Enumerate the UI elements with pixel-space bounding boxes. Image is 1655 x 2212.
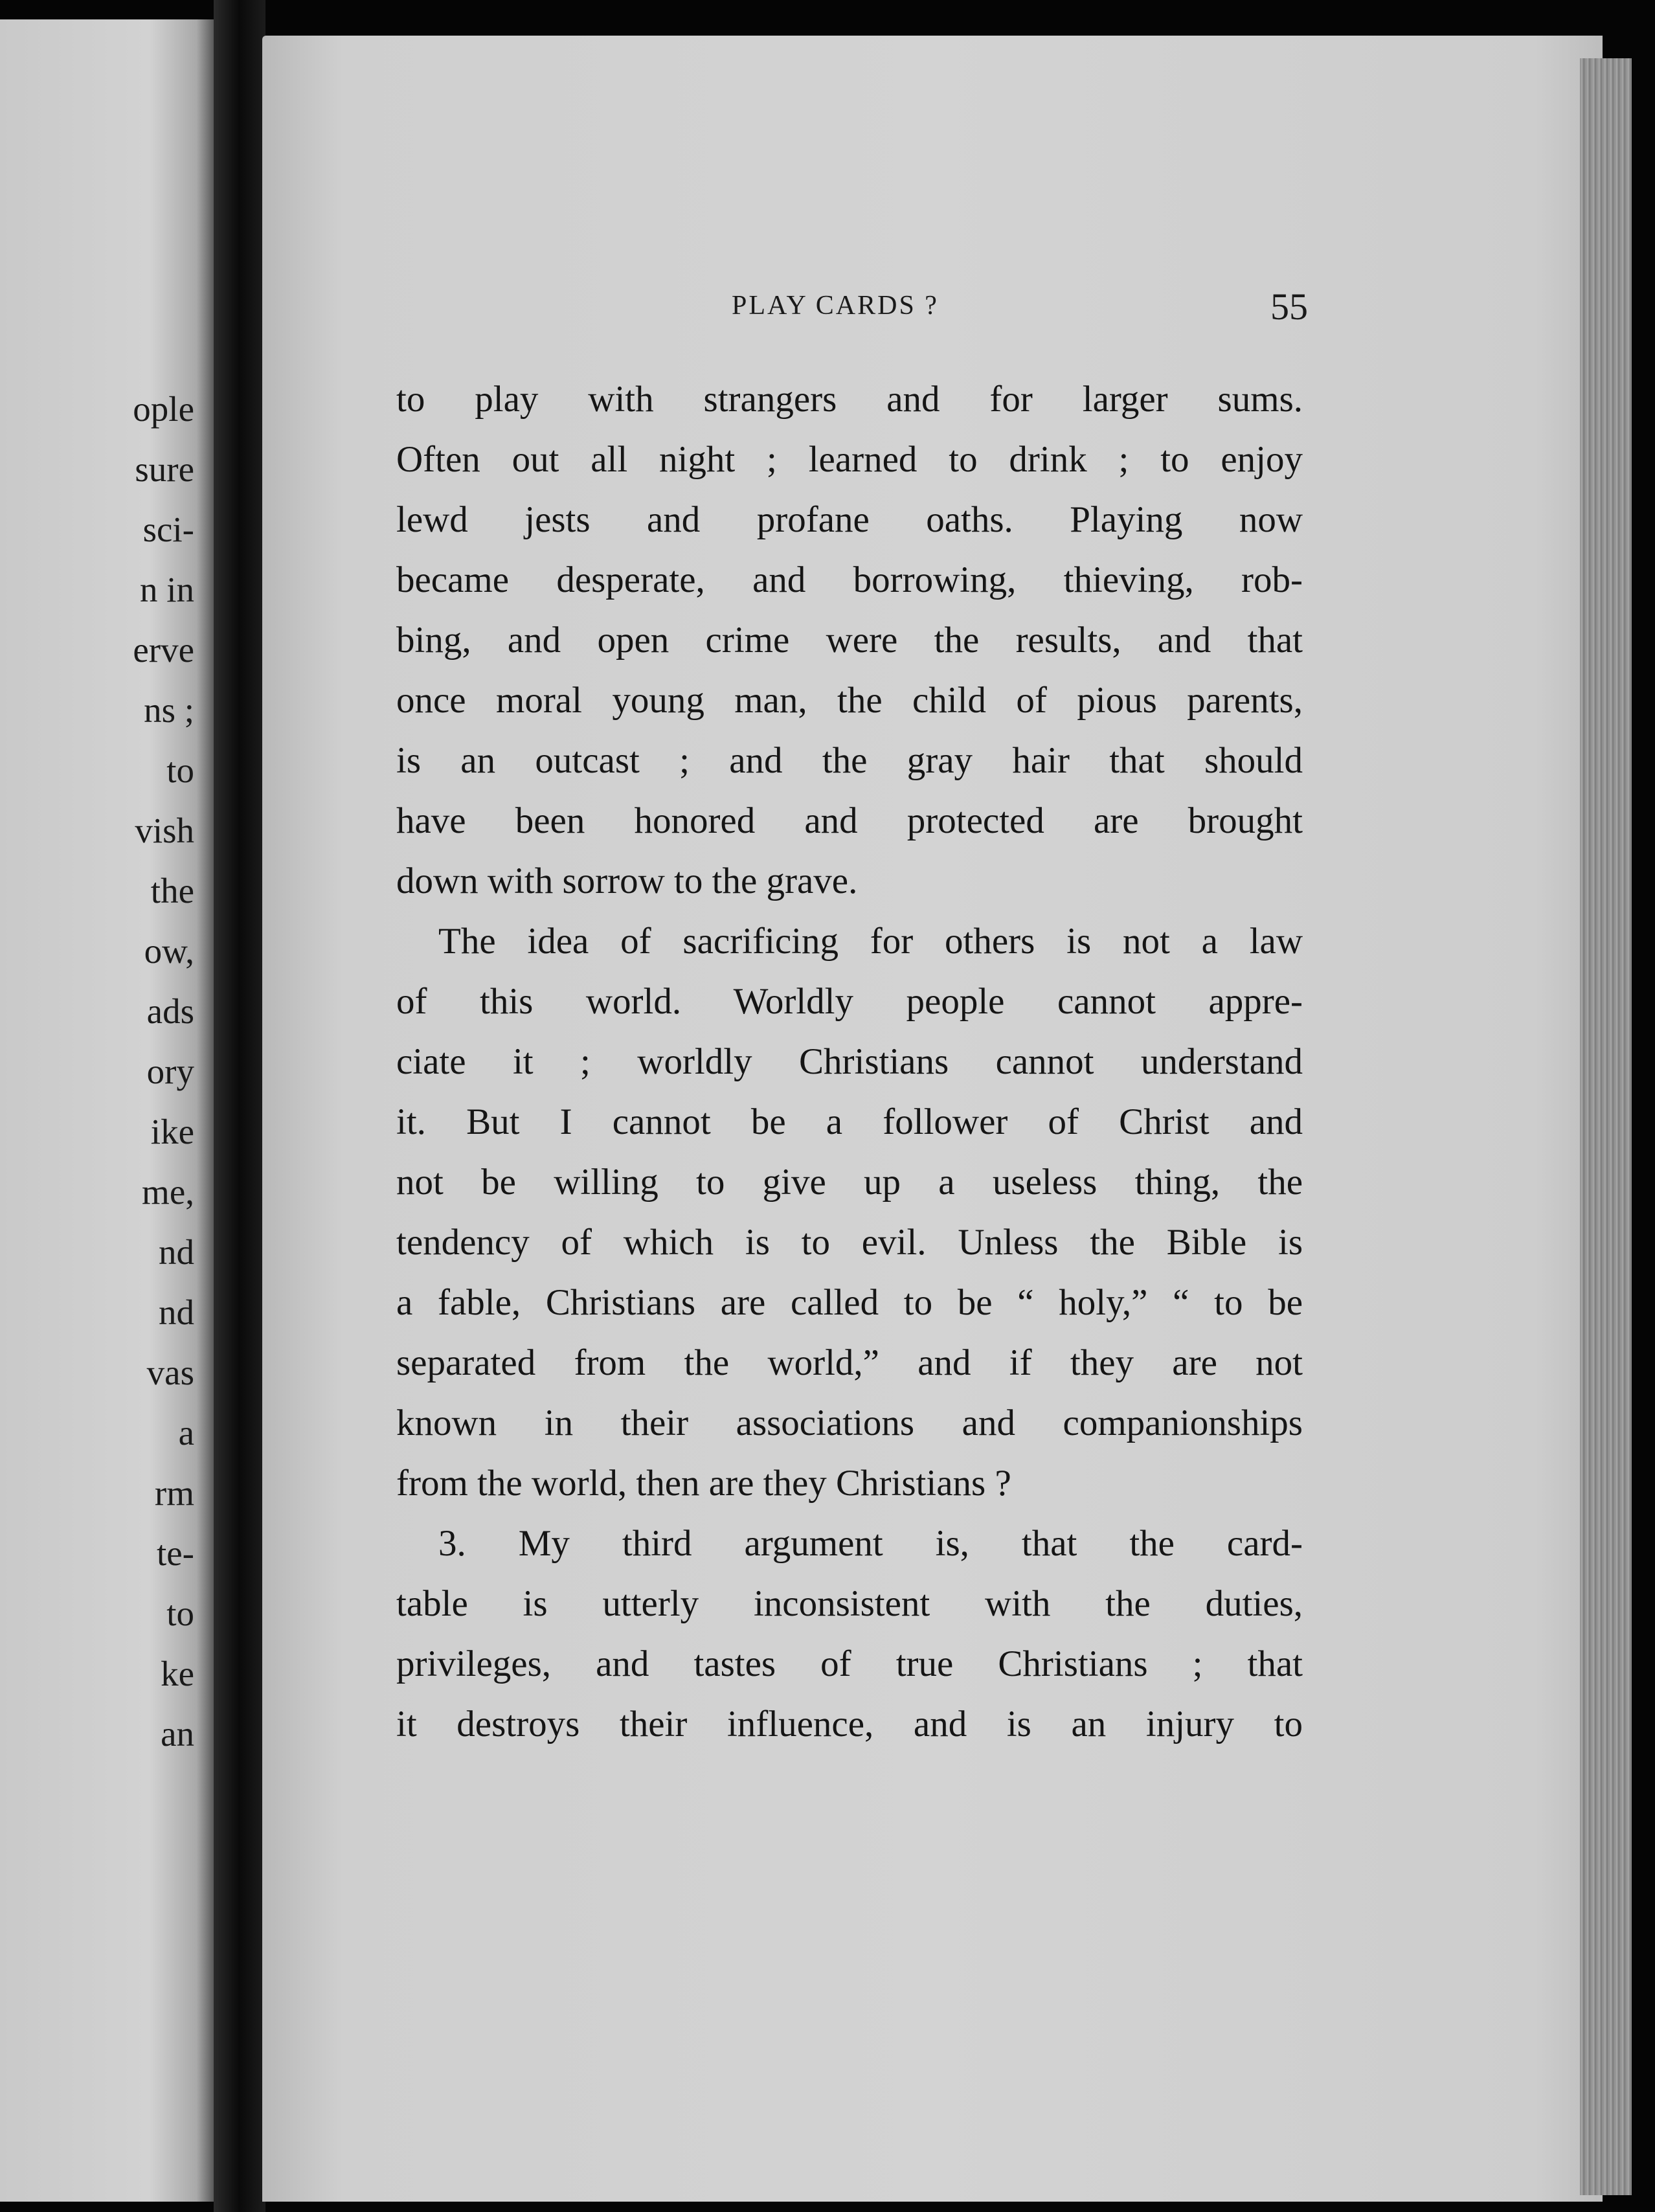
fragment-line: ke: [161, 1654, 194, 1693]
text-line: ciate it ; worldly Christians cannot understand: [396, 1041, 1303, 1082]
text-line: to play with strangers and for larger sums.: [396, 379, 1303, 420]
text-line: table is utterly inconsistent with the duties,: [396, 1583, 1303, 1624]
text-line: it destroys their influence, and is an injury to: [396, 1704, 1303, 1744]
text-line: is an outcast ; and the gray hair that should: [396, 740, 1303, 781]
fragment-line: me,: [142, 1172, 194, 1212]
text-line: once moral young man, the child of pious parents,: [396, 680, 1303, 721]
fragment-line: to: [166, 1594, 194, 1633]
text-line: have been honored and protected are brought: [396, 800, 1303, 841]
fragment-line: ory: [146, 1052, 194, 1091]
fragment-line: ns ;: [144, 690, 194, 730]
running-head: PLAY CARDS ?: [732, 291, 939, 321]
fragment-line: ads: [146, 991, 194, 1031]
text-line: of this world. Worldly people cannot appre-: [396, 981, 1303, 1022]
text-line: became desperate, and borrowing, thieving, rob-: [396, 559, 1303, 600]
facing-page: [0, 19, 214, 2202]
text-line: privileges, and tastes of true Christians ; that: [396, 1643, 1303, 1684]
text-line: bing, and open crime were the results, and that: [396, 620, 1303, 660]
facing-page-fragments: [0, 379, 194, 1764]
fragment-line: a: [178, 1413, 194, 1452]
fragment-line: ople: [133, 389, 194, 429]
fragment-line: ow,: [144, 931, 194, 971]
fragment-line: nd: [159, 1232, 194, 1272]
fragment-line: the: [150, 871, 194, 910]
fragment-line: sure: [135, 449, 194, 489]
text-line: it. But I cannot be a follower of Christ and: [396, 1101, 1303, 1142]
fragment-line: vish: [135, 811, 194, 850]
fragment-line: vas: [146, 1353, 194, 1392]
fragment-line: erve: [133, 630, 194, 670]
page-edges: [1580, 58, 1632, 2195]
text-line: tendency of which is to evil. Unless the Bible is: [396, 1222, 1303, 1263]
text-line: The idea of sacrificing for others is not a law: [438, 921, 1303, 962]
text-line: down with sorrow to the grave.: [396, 861, 858, 901]
text-line: from the world, then are they Christians ?: [396, 1463, 1011, 1504]
fragment-line: n in: [139, 570, 194, 609]
fragment-line: sci-: [142, 510, 194, 549]
fragment-line: to: [166, 751, 194, 790]
text-line: a fable, Christians are called to be “ holy,” “ to be: [396, 1282, 1303, 1323]
page-number: 55: [1270, 286, 1308, 328]
page-header: [732, 285, 1308, 337]
fragment-line: te-: [156, 1533, 194, 1573]
text-line: 3. My third argument is, that the card-: [438, 1523, 1303, 1564]
fragment-line: nd: [159, 1292, 194, 1332]
body-text: [396, 369, 1303, 1754]
fragment-line: ike: [150, 1112, 194, 1151]
text-line: Often out all night ; learned to drink ; to enjoy: [396, 439, 1303, 480]
text-line: known in their associations and companionships: [396, 1403, 1303, 1443]
fragment-line: rm: [154, 1473, 194, 1513]
text-line: separated from the world,” and if they are not: [396, 1342, 1303, 1383]
book-gutter: [214, 0, 265, 2212]
text-line: not be willing to give up a useless thing, the: [396, 1162, 1303, 1202]
fragment-line: an: [161, 1714, 194, 1754]
text-line: lewd jests and profane oaths. Playing now: [396, 499, 1303, 540]
